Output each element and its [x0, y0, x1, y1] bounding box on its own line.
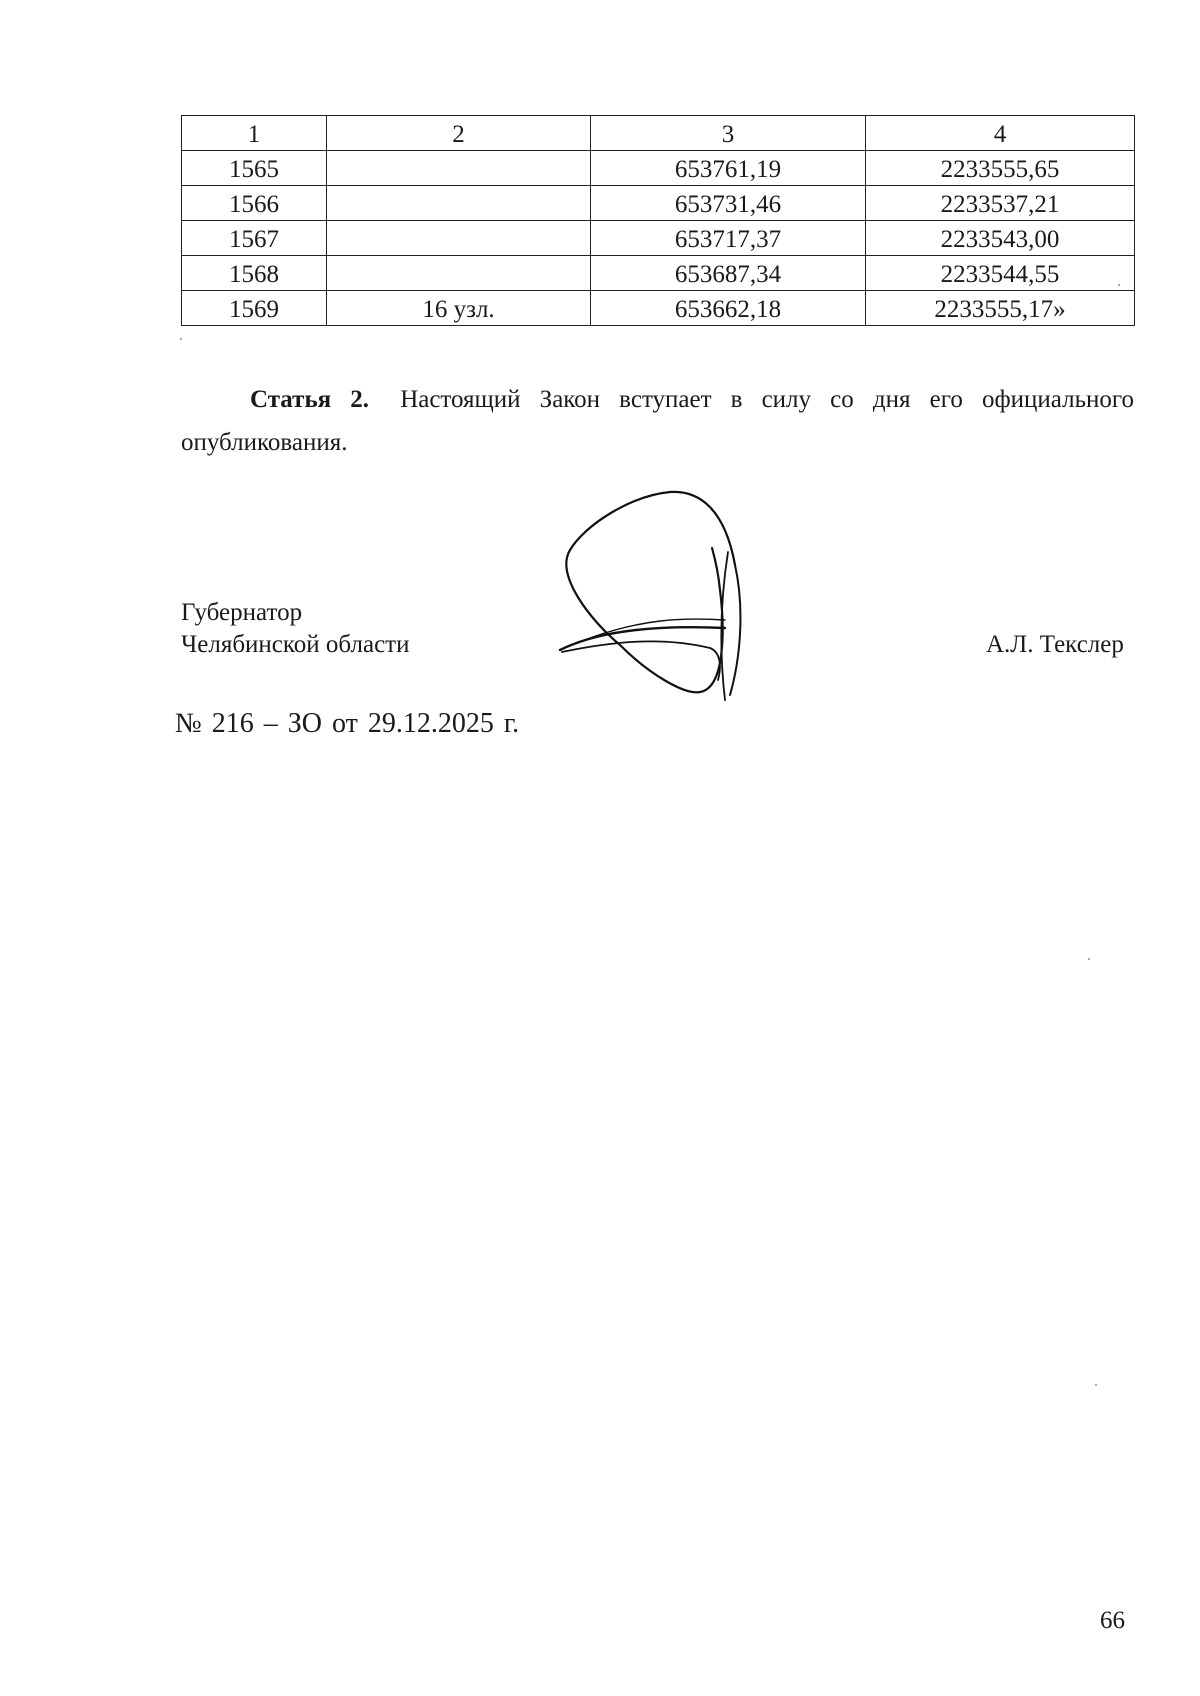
scan-speck [1088, 958, 1090, 960]
node-cell [327, 256, 591, 291]
article-label: Статья 2. [250, 386, 370, 413]
table-row [182, 221, 1135, 256]
x-coordinate-cell: 653717,37 [591, 221, 866, 256]
point-number-cell: 1568 [182, 256, 327, 291]
node-cell: 16 узл. [327, 291, 591, 326]
table-header-row [182, 116, 1135, 151]
coordinates-table [181, 115, 1135, 326]
table-row [182, 151, 1135, 186]
signatory-title-line-1: Губернатор [181, 599, 303, 626]
y-coordinate-cell: 2233555,17» [866, 291, 1135, 326]
signatory-title-line-2: Челябинской области [181, 631, 410, 658]
law-number: № 216 – ЗО от 29.12.2025 г. [175, 708, 520, 739]
table-header-cell: 4 [866, 116, 1135, 151]
point-number-cell: 1569 [182, 291, 327, 326]
x-coordinate-cell: 653662,18 [591, 291, 866, 326]
table-row [182, 186, 1135, 221]
node-cell [327, 151, 591, 186]
x-coordinate-cell: 653731,46 [591, 186, 866, 221]
y-coordinate-cell: 2233543,00 [866, 221, 1135, 256]
article-2 [181, 378, 1134, 464]
point-number-cell: 1567 [182, 221, 327, 256]
y-coordinate-cell: 2233537,21 [866, 186, 1135, 221]
table-row [182, 291, 1135, 326]
table-row [182, 256, 1135, 291]
scan-speck [1095, 1384, 1097, 1386]
table-header-cell: 3 [591, 116, 866, 151]
node-cell [327, 221, 591, 256]
x-coordinate-cell: 653761,19 [591, 151, 866, 186]
scan-speck [1118, 284, 1120, 286]
article-text: Настоящий Закон вступает в силу со дня его официального опубликования. [181, 386, 1134, 456]
page-number: 66 [1100, 1607, 1125, 1634]
handwritten-signature [550, 470, 770, 710]
signatory-title [181, 597, 409, 661]
y-coordinate-cell: 2233555,65 [866, 151, 1135, 186]
node-cell [327, 186, 591, 221]
table-header-cell: 2 [327, 116, 591, 151]
signatory-name: А.Л. Текслер [986, 631, 1124, 658]
x-coordinate-cell: 653687,34 [591, 256, 866, 291]
point-number-cell: 1566 [182, 186, 327, 221]
table-header-cell: 1 [182, 116, 327, 151]
y-coordinate-cell: 2233544,55 [866, 256, 1135, 291]
point-number-cell: 1565 [182, 151, 327, 186]
scan-speck [180, 338, 182, 340]
